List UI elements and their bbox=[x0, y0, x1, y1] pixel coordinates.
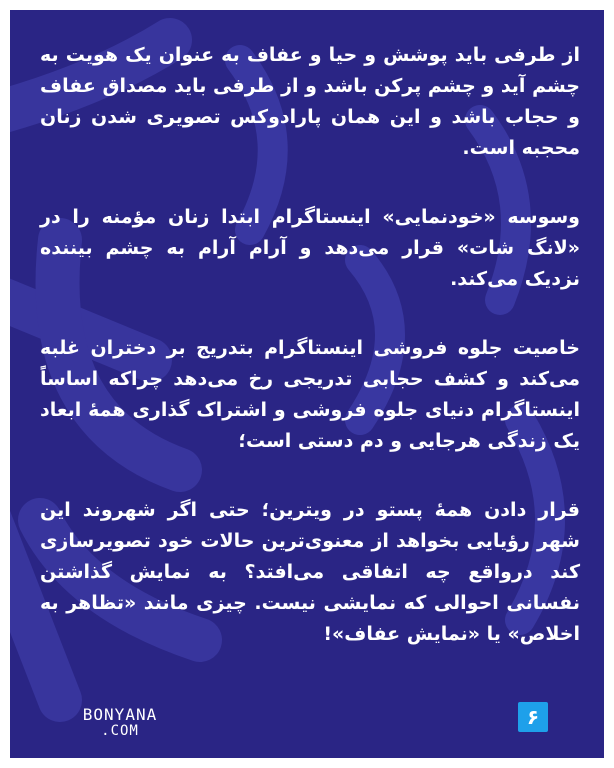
article-body bbox=[40, 40, 580, 688]
frame-border-left bbox=[0, 0, 10, 768]
paragraph-4: قرار دادن همهٔ پستو در ویترین؛ حتی اگر شهروند این شهر رؤیایی بخواهد از معنوی‌ترین حالات خود تصویرسازی کند درواقع چه اتفاقی می‌افتد؟ به نمایش گذاشتن نفسانی احوالی که نمایشی نیست. چیزی مانند «تظاهر به اخلاص» یا «نمایش عفاف»! bbox=[40, 499, 580, 645]
page-number-badge: ۶ bbox=[518, 702, 548, 732]
frame-border-right bbox=[604, 0, 614, 768]
paragraph-3: خاصیت جلوه فروشی اینستاگرام بتدریج بر دختران غلبه می‌کند و کشف حجابی تدریجی رخ می‌دهد چراکه اساساً اینستاگرام دنیای جلوه فروشی و اشتراک گذاری همهٔ ابعاد یک زندگی هرجایی و دم دستی است؛ bbox=[40, 337, 580, 452]
brand-logo bbox=[72, 706, 168, 740]
paragraph-1: از طرفی باید پوشش و حیا و عفاف به عنوان یک هویت به چشم آید و چشم پرکن باشد و از طرفی باید مصداق عفاف و حجاب باشد و این همان پارادوکس تصویری شدن زنان محجبه است. bbox=[40, 44, 580, 159]
paragraph-2: وسوسه «خودنمایی» اینستاگرام ابتدا زنان مؤمنه را در «لانگ شات» قرار می‌دهد و آرام آرام به چشم بیننده نزدیک می‌کند. bbox=[40, 206, 580, 290]
frame-border-top bbox=[0, 0, 614, 10]
frame-border-bottom bbox=[0, 758, 614, 768]
brand-domain: .COM bbox=[101, 723, 139, 739]
brand-name: BONYANA bbox=[82, 705, 158, 724]
